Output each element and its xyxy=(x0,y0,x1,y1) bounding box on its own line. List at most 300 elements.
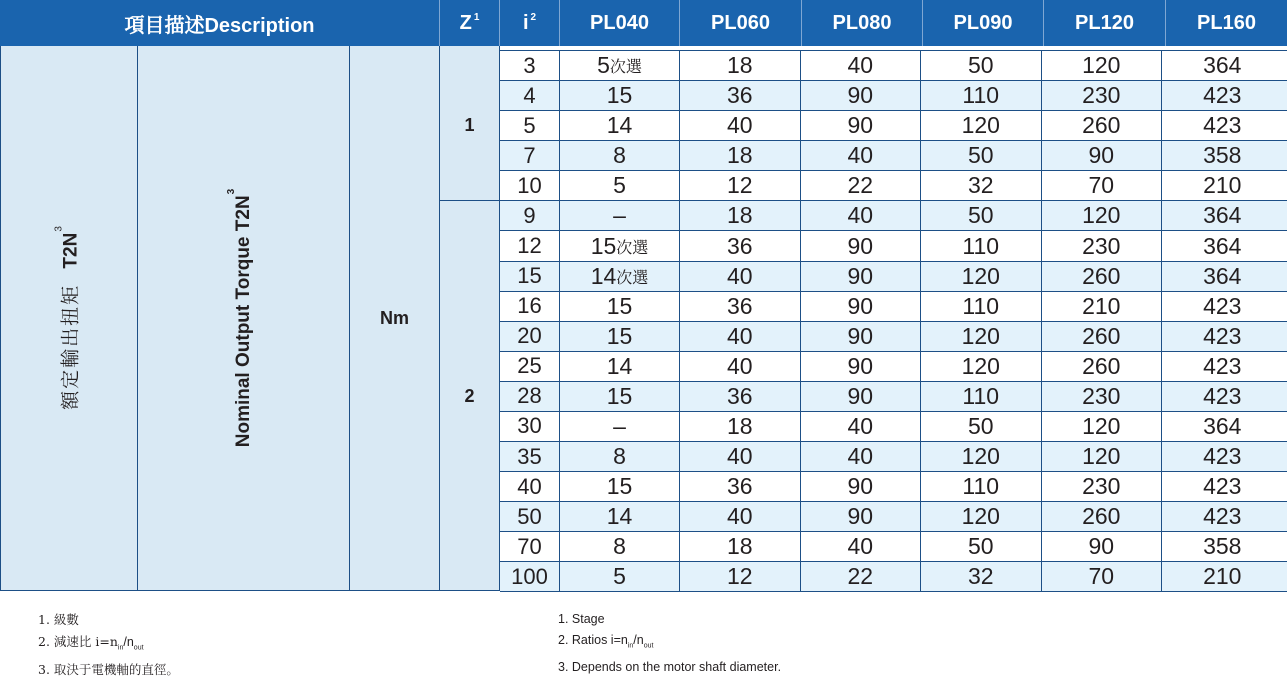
value-cell xyxy=(921,322,1042,351)
value-text: – xyxy=(613,412,626,439)
value-cell xyxy=(560,201,680,230)
value-text: 32 xyxy=(967,172,994,199)
value-cell xyxy=(560,532,680,561)
footnote-cn-2-prefix: 2. 減速比 i=n xyxy=(38,634,118,649)
footnotes-cn xyxy=(38,609,179,681)
value-text: 260 xyxy=(1082,322,1121,349)
value-cell xyxy=(801,442,922,471)
value-text: 120 xyxy=(961,352,1000,379)
value-text: 15 xyxy=(606,382,633,409)
value-text: 14 xyxy=(590,262,617,289)
value-cell xyxy=(921,111,1042,140)
value-text: 50 xyxy=(967,202,994,229)
value-cell xyxy=(921,502,1042,531)
value-cell xyxy=(680,322,801,351)
ratio-cell: 7 xyxy=(500,141,560,170)
value-cell xyxy=(921,171,1042,200)
value-text: 364 xyxy=(1203,232,1242,259)
value-cell xyxy=(801,502,922,531)
footnote-en-2-out: out xyxy=(643,642,654,650)
value-cell xyxy=(1162,231,1283,260)
value-cell xyxy=(801,412,922,441)
footnote-cn-1 xyxy=(38,609,179,631)
value-text: 364 xyxy=(1203,412,1242,439)
value-cell xyxy=(1042,412,1163,441)
value-text: 110 xyxy=(962,232,1000,259)
table-row xyxy=(500,171,1287,201)
value-text: 50 xyxy=(967,412,994,439)
value-text: 90 xyxy=(847,382,874,409)
value-cell xyxy=(801,352,922,381)
value-cell xyxy=(1162,322,1283,351)
value-cell xyxy=(921,231,1042,260)
value-cell xyxy=(801,231,922,260)
header-model-1 xyxy=(680,0,802,46)
value-cell xyxy=(560,111,680,140)
value-text: 40 xyxy=(847,412,874,439)
value-text: 15 xyxy=(606,82,633,109)
value-text: 230 xyxy=(1082,82,1121,109)
header-i-sup: 2 xyxy=(530,11,537,23)
value-cell xyxy=(680,262,801,291)
footnotes-en xyxy=(558,609,781,678)
value-text: 18 xyxy=(726,52,753,79)
value-text: 36 xyxy=(726,232,753,259)
table-row xyxy=(500,141,1287,171)
value-text: 5 xyxy=(597,52,610,79)
header-model-3 xyxy=(923,0,1044,46)
value-text: 15 xyxy=(606,322,633,349)
value-cell xyxy=(1162,442,1283,471)
value-text: 40 xyxy=(847,443,874,470)
value-cell xyxy=(1042,502,1163,531)
value-text: 18 xyxy=(726,202,753,229)
value-cell xyxy=(1042,442,1163,471)
ratio-cell: 100 xyxy=(500,562,560,591)
value-cell xyxy=(801,292,922,321)
value-cell xyxy=(921,292,1042,321)
value-cell xyxy=(801,262,922,291)
value-cell xyxy=(680,201,801,230)
footnote-en-1-text: 1. Stage xyxy=(558,612,605,626)
value-text: 364 xyxy=(1203,262,1242,289)
footnote-cn-1-text: 1. 級數 xyxy=(38,612,79,627)
value-text: 90 xyxy=(847,503,874,530)
value-text: 364 xyxy=(1203,202,1242,229)
table-row xyxy=(500,472,1287,502)
value-cell xyxy=(801,201,922,230)
data-grid xyxy=(500,51,1287,592)
value-cell xyxy=(560,352,680,381)
ratio-cell: 4 xyxy=(500,81,560,110)
value-text: 14 xyxy=(606,352,633,379)
value-text: 14 xyxy=(606,503,633,530)
value-text: 22 xyxy=(847,172,874,199)
value-text: 230 xyxy=(1082,382,1121,409)
value-text: 36 xyxy=(726,82,753,109)
rated-torque-code: T2N xyxy=(60,232,82,269)
value-text: 90 xyxy=(847,82,874,109)
value-cell xyxy=(680,141,801,170)
footnote-en-2-in: in xyxy=(627,642,634,650)
value-cell xyxy=(560,322,680,351)
value-text: 5 xyxy=(613,563,626,590)
value-text: 40 xyxy=(847,52,874,79)
value-text: 50 xyxy=(967,142,994,169)
ratio-cell: 40 xyxy=(500,472,560,501)
stage-1-label: 1 xyxy=(464,115,475,135)
header-model-label: PL090 xyxy=(953,11,1013,34)
ratio-cell: 50 xyxy=(500,502,560,531)
table-row xyxy=(500,562,1287,592)
header-z xyxy=(440,0,500,46)
rated-torque-cn-text: 額定輸出扭矩 xyxy=(59,283,82,410)
value-text: 90 xyxy=(1088,533,1115,560)
value-cell xyxy=(560,412,680,441)
ratio-cell: 30 xyxy=(500,412,560,441)
value-text: 14 xyxy=(606,112,633,139)
value-text: 5 xyxy=(613,172,626,199)
value-cell xyxy=(1162,171,1283,200)
value-text: 40 xyxy=(726,322,753,349)
value-cell xyxy=(680,562,801,591)
value-cell xyxy=(921,382,1042,411)
value-cell xyxy=(560,171,680,200)
value-text: 120 xyxy=(961,112,1000,139)
value-cell xyxy=(1162,532,1283,561)
value-text: 423 xyxy=(1203,112,1242,139)
value-text: 110 xyxy=(962,292,1000,319)
value-text: 40 xyxy=(726,262,753,289)
footnote-cn-3 xyxy=(38,659,179,681)
value-text: 110 xyxy=(962,82,1000,109)
value-text: 260 xyxy=(1082,112,1121,139)
footnote-cn-3-text: 3. 取決于電機軸的直徑。 xyxy=(38,661,179,677)
stage-1-cell xyxy=(440,51,499,201)
footnote-cn-2-mid: /n xyxy=(123,635,134,649)
value-cell xyxy=(680,111,801,140)
footnote-en-2-prefix: 2. Ratios i=n xyxy=(558,633,628,647)
value-cell xyxy=(680,532,801,561)
value-cell xyxy=(680,292,801,321)
value-cell xyxy=(560,292,680,321)
header-model-4 xyxy=(1044,0,1166,46)
value-text: 120 xyxy=(1082,202,1121,229)
stage-2-label: 2 xyxy=(464,385,475,406)
value-cell xyxy=(560,262,680,291)
ratio-cell: 16 xyxy=(500,292,560,321)
value-text: 90 xyxy=(847,352,874,379)
value-cell xyxy=(801,141,922,170)
value-text: 40 xyxy=(847,202,874,229)
value-text: 423 xyxy=(1203,322,1242,349)
ratio-cell: 15 xyxy=(500,262,560,291)
value-cell xyxy=(921,141,1042,170)
value-cell xyxy=(560,231,680,260)
table-row xyxy=(500,322,1287,352)
value-cell xyxy=(921,51,1042,80)
value-cell xyxy=(680,81,801,110)
value-cell xyxy=(1042,262,1163,291)
table-row xyxy=(500,412,1287,442)
footnote-en-3-text: 3. Depends on the motor shaft diameter. xyxy=(558,659,782,674)
value-text: 40 xyxy=(847,533,874,560)
value-cell xyxy=(560,502,680,531)
value-cell xyxy=(1042,382,1163,411)
footnote-en-1 xyxy=(558,609,781,630)
value-cell xyxy=(560,141,680,170)
value-text: 423 xyxy=(1203,382,1242,409)
value-text: 32 xyxy=(967,563,994,590)
value-text: 120 xyxy=(961,503,1000,530)
value-cell xyxy=(1042,292,1163,321)
value-text: 210 xyxy=(1082,292,1121,319)
value-text: 423 xyxy=(1203,82,1242,109)
value-cell xyxy=(921,262,1042,291)
ratio-cell: 35 xyxy=(500,442,560,471)
footnote-cn-2 xyxy=(38,631,179,659)
value-text: 210 xyxy=(1203,172,1242,199)
value-cell xyxy=(921,562,1042,591)
value-cell xyxy=(921,442,1042,471)
value-text: 12 xyxy=(726,172,753,199)
header-model-label: PL040 xyxy=(590,11,649,34)
rated-torque-sup: 3 xyxy=(53,226,65,232)
value-cell xyxy=(1162,201,1283,230)
value-text: 423 xyxy=(1203,473,1242,500)
value-cell xyxy=(921,352,1042,381)
table-row xyxy=(500,231,1287,261)
table-row xyxy=(500,532,1287,562)
value-text: – xyxy=(613,202,626,229)
value-text: 230 xyxy=(1082,473,1121,500)
value-cell xyxy=(1042,472,1163,501)
secondary-choice-note: 次選 xyxy=(609,57,642,77)
value-text: 40 xyxy=(726,503,753,530)
value-cell xyxy=(801,562,922,591)
label-unit xyxy=(350,46,440,591)
ratio-cell: 9 xyxy=(500,201,560,230)
secondary-choice-note: 次選 xyxy=(616,267,649,287)
header-model-2 xyxy=(802,0,923,46)
value-text: 364 xyxy=(1203,52,1242,79)
value-text: 358 xyxy=(1203,533,1242,560)
secondary-choice-note: 次選 xyxy=(616,237,649,257)
footnote-en-2-mid: /n xyxy=(633,633,644,647)
value-cell xyxy=(1162,292,1283,321)
value-cell xyxy=(560,382,680,411)
value-text: 18 xyxy=(726,412,753,439)
value-cell xyxy=(680,412,801,441)
value-cell xyxy=(1162,352,1283,381)
ratio-cell: 10 xyxy=(500,171,560,200)
value-text: 260 xyxy=(1082,262,1121,289)
header-i-label: i xyxy=(522,11,529,34)
value-text: 36 xyxy=(726,473,753,500)
ratio-cell: 3 xyxy=(500,51,560,80)
value-text: 36 xyxy=(726,292,753,319)
value-text: 18 xyxy=(726,533,753,560)
value-text: 423 xyxy=(1203,352,1242,379)
value-text: 70 xyxy=(1088,172,1115,199)
table-row xyxy=(500,352,1287,382)
value-text: 50 xyxy=(967,52,994,79)
value-text: 90 xyxy=(847,292,874,319)
label-nominal-torque-en xyxy=(138,46,350,591)
ratio-cell: 20 xyxy=(500,322,560,351)
value-text: 260 xyxy=(1082,352,1121,379)
value-cell xyxy=(921,412,1042,441)
value-text: 110 xyxy=(962,382,1000,409)
footnote-en-2 xyxy=(558,630,781,657)
header-description xyxy=(0,0,440,46)
nominal-torque-sup: 3 xyxy=(225,188,237,195)
value-text: 423 xyxy=(1203,443,1242,470)
value-cell xyxy=(801,171,922,200)
value-cell xyxy=(1162,111,1283,140)
footnote-cn-2-out: out xyxy=(133,644,144,652)
value-text: 40 xyxy=(726,352,753,379)
value-cell xyxy=(1162,472,1283,501)
header-model-5 xyxy=(1166,0,1287,46)
value-text: 423 xyxy=(1203,292,1242,319)
label-rated-torque-cn xyxy=(0,46,138,591)
stage-2-cell xyxy=(440,201,499,591)
value-cell xyxy=(1042,532,1163,561)
ratio-cell: 28 xyxy=(500,382,560,411)
table-row xyxy=(500,502,1287,532)
value-cell xyxy=(801,472,922,501)
value-text: 90 xyxy=(847,232,874,259)
value-text: 120 xyxy=(961,262,1000,289)
value-cell xyxy=(1042,562,1163,591)
table-row xyxy=(500,111,1287,141)
ratio-cell: 25 xyxy=(500,352,560,381)
value-cell xyxy=(921,532,1042,561)
value-text: 15 xyxy=(606,292,633,319)
table-row xyxy=(500,51,1287,81)
value-text: 358 xyxy=(1203,142,1242,169)
footnote-en-3 xyxy=(558,657,781,678)
table-row xyxy=(500,262,1287,292)
value-cell xyxy=(1042,171,1163,200)
unit-text: Nm xyxy=(379,307,409,328)
value-text: 90 xyxy=(847,473,874,500)
value-cell xyxy=(680,231,801,260)
value-text: 90 xyxy=(1088,142,1115,169)
value-text: 15 xyxy=(590,232,617,259)
value-text: 8 xyxy=(613,142,626,169)
value-cell xyxy=(680,442,801,471)
value-cell xyxy=(801,111,922,140)
value-cell xyxy=(680,382,801,411)
value-text: 260 xyxy=(1082,503,1121,530)
footnote-cn-2-in: in xyxy=(117,644,124,652)
ratio-cell: 5 xyxy=(500,111,560,140)
ratio-cell: 70 xyxy=(500,532,560,561)
table-row xyxy=(500,382,1287,412)
value-cell xyxy=(921,472,1042,501)
header-model-label: PL060 xyxy=(711,11,770,34)
value-text: 40 xyxy=(847,142,874,169)
value-cell xyxy=(1042,111,1163,140)
value-cell xyxy=(680,352,801,381)
table-row xyxy=(500,81,1287,111)
stage-column xyxy=(440,46,500,591)
value-text: 70 xyxy=(1088,563,1115,590)
value-text: 22 xyxy=(847,563,874,590)
value-cell xyxy=(560,51,680,80)
value-cell xyxy=(560,472,680,501)
value-text: 36 xyxy=(726,382,753,409)
table-row xyxy=(500,201,1287,231)
value-cell xyxy=(680,472,801,501)
value-text: 8 xyxy=(613,533,626,560)
value-cell xyxy=(560,442,680,471)
value-text: 40 xyxy=(726,443,753,470)
value-cell xyxy=(1042,51,1163,80)
value-text: 120 xyxy=(1082,52,1121,79)
value-cell xyxy=(801,81,922,110)
value-cell xyxy=(560,562,680,591)
value-text: 210 xyxy=(1203,563,1242,590)
value-text: 110 xyxy=(962,473,1000,500)
header-i xyxy=(500,0,560,46)
value-cell xyxy=(680,502,801,531)
value-cell xyxy=(680,51,801,80)
value-cell xyxy=(801,322,922,351)
value-cell xyxy=(1162,502,1283,531)
value-text: 90 xyxy=(847,322,874,349)
value-cell xyxy=(680,171,801,200)
value-cell xyxy=(921,201,1042,230)
value-text: 18 xyxy=(726,142,753,169)
header-model-label: PL160 xyxy=(1197,11,1256,34)
value-cell xyxy=(1162,562,1283,591)
value-text: 90 xyxy=(847,262,874,289)
table-row xyxy=(500,442,1287,472)
value-text: 120 xyxy=(961,322,1000,349)
header-z-label: Z xyxy=(459,11,472,34)
nominal-torque-text: Nominal Output Torque T2N xyxy=(232,195,254,448)
value-text: 120 xyxy=(1082,412,1121,439)
value-text: 8 xyxy=(613,443,626,470)
value-cell xyxy=(1042,201,1163,230)
ratio-cell: 12 xyxy=(500,231,560,260)
value-cell xyxy=(1162,51,1283,80)
value-text: 50 xyxy=(967,533,994,560)
value-text: 15 xyxy=(606,473,633,500)
table-row xyxy=(500,292,1287,322)
header-model-label: PL080 xyxy=(832,11,892,34)
value-cell xyxy=(921,81,1042,110)
value-text: 423 xyxy=(1203,503,1242,530)
value-text: 12 xyxy=(726,563,753,590)
header-description-label: 項目描述Description xyxy=(124,14,315,37)
header-z-sup: 1 xyxy=(473,11,480,23)
value-text: 120 xyxy=(961,443,1000,470)
value-text: 90 xyxy=(847,112,874,139)
header-model-0 xyxy=(560,0,680,46)
value-cell xyxy=(560,81,680,110)
value-text: 230 xyxy=(1082,232,1121,259)
value-cell xyxy=(1162,141,1283,170)
value-text: 120 xyxy=(1082,443,1121,470)
value-cell xyxy=(1042,231,1163,260)
value-cell xyxy=(1042,352,1163,381)
value-cell xyxy=(1162,262,1283,291)
value-cell xyxy=(801,51,922,80)
